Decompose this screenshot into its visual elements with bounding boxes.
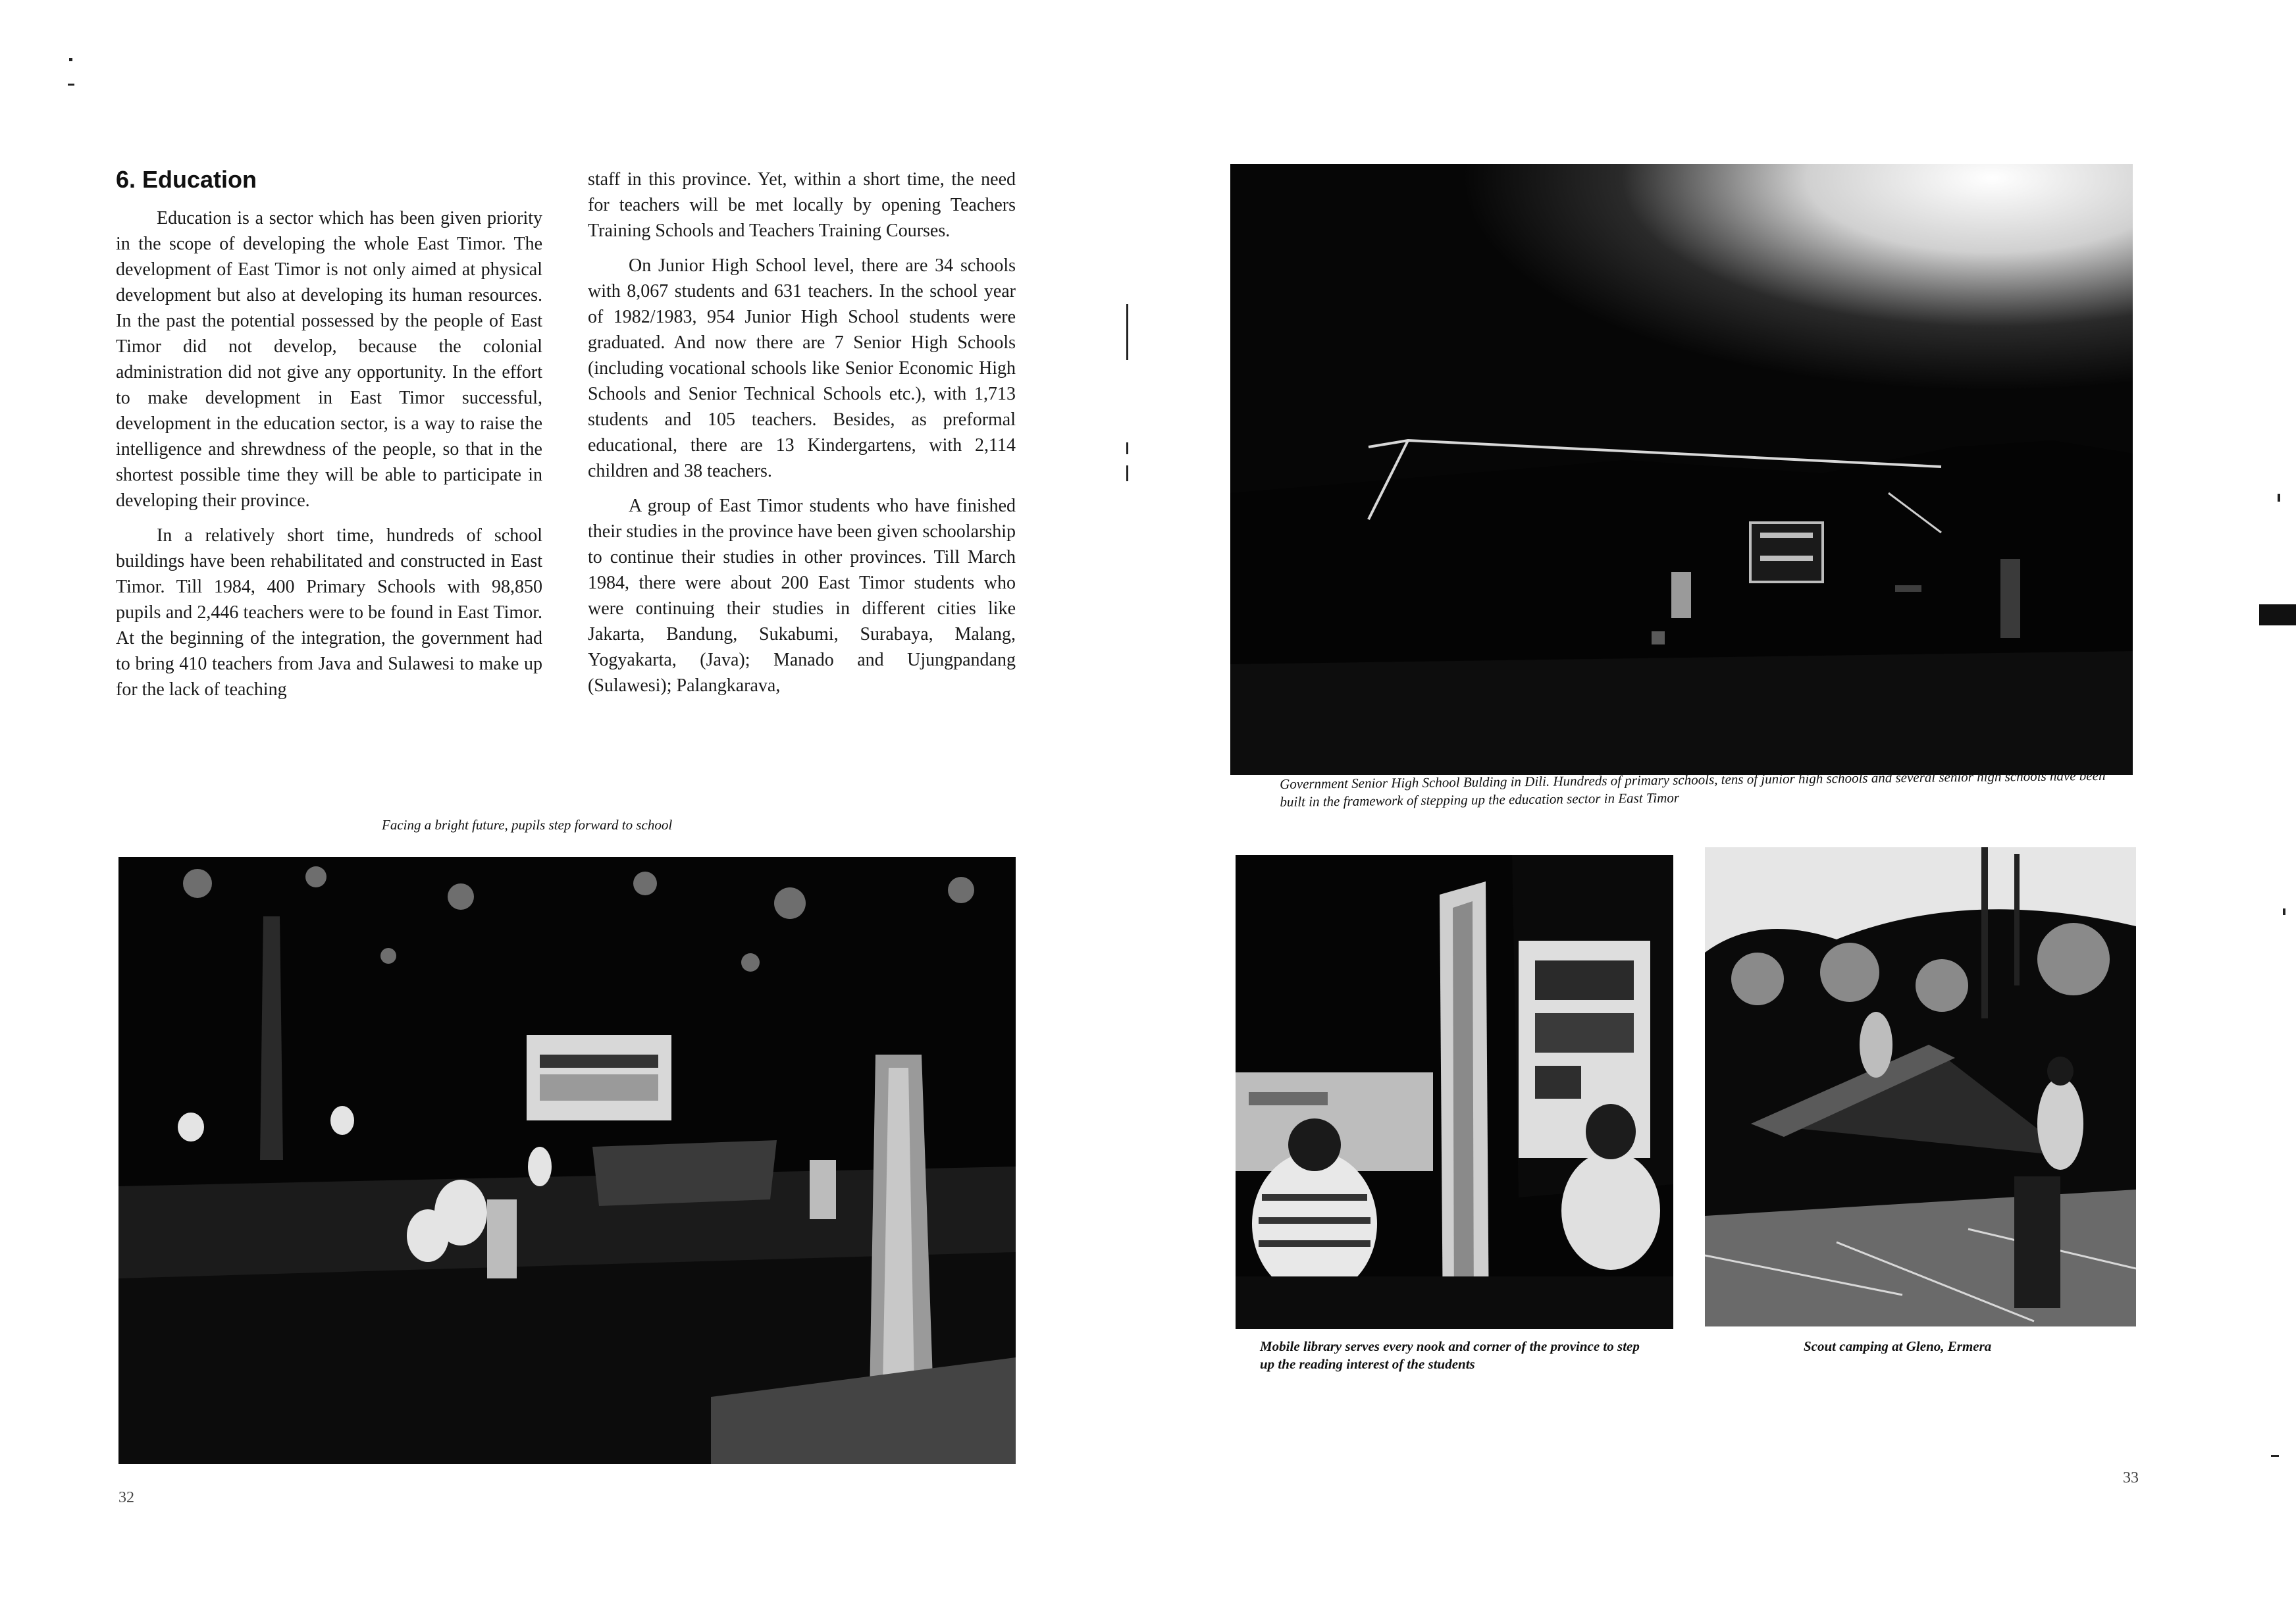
left-page-number: 32 xyxy=(118,1489,134,1506)
scan-mark xyxy=(2278,494,2280,502)
scan-mark xyxy=(2271,1455,2279,1457)
paragraph: In a relatively short time, hundreds of school buildings have been rehabilitated and constructed in East Timor. Till 1984, 400 Primary Schools with 98,850 pupils and 2,446 teachers were to be found in East Timor. At the beginning of the integration, the government had to bring 410 teachers from Java and Sulawesi to make up for the lack of teaching xyxy=(116,525,542,700)
scan-mark xyxy=(2259,604,2296,625)
school-photo-caption: Facing a bright future, pupils step forward to school xyxy=(382,817,673,833)
right-page-number: 33 xyxy=(2123,1469,2139,1486)
scan-mark xyxy=(68,84,74,86)
paragraph: On Junior High School level, there are 34 schools with 8,067 students and 631 teachers. In the school year of 1982/1983, 954 Junior High School students were graduated. And now there are 7 Senior High Schools (including vocational schools like Senior Economic High Schools and Senior Technical Schools etc.), with 1,713 students and 105 teachers. Besides, as preformal educational, there are 13 Kindergartens, with 2,114 children and 38 teachers. xyxy=(588,255,1016,481)
paragraph: A group of East Timor students who have finished their studies in the province have been given schoolarship to continue their studies in other provinces. Till March 1984, there were about 200 East Timor students who were continuing their studies in different cities like Jakarta, Bandung, Sukabumi, Surabaya, Malang, Yogyakarta, (Java); Manado and Ujungpandang (Sulawesi); Palangkarava, xyxy=(588,496,1016,696)
gutter-line xyxy=(1126,465,1128,481)
mobile-library-caption: Mobile library serves every nook and corner of the province to step up the reading interest of the students xyxy=(1260,1338,1640,1372)
section-title: 6. Education xyxy=(116,166,257,193)
paragraph: Education is a sector which has been given priority in the scope of developing the whole East Timor. The development of East Timor is not only aimed at physical development but also at developing its human resources. In the past the potential possessed by the people of East Timor did not develop, because the colonial administration did not give any opportunity. In the effort to make development in East Timor successful, development in the education sector, is a way to raise the intelligence and shrewdness of the people, so that in the shortest possible time they will be able to participate in developing their province. xyxy=(116,208,542,511)
senior-high-school-caption: Government Senior High School Bulding in Dili. Hundreds of primary schools, tens of junior high schools and several senior high schools have been built in the framework of stepping up the education sector in East Timor xyxy=(1280,767,2106,810)
gutter-line xyxy=(1126,304,1128,360)
paragraph: staff in this province. Yet, within a short time, the need for teachers will be met locally by opening Teachers Training Schools and Teachers Training Courses. xyxy=(588,169,1016,241)
scan-mark xyxy=(2283,908,2285,915)
senior-high-school-building-photo xyxy=(1230,164,2133,775)
scout-camping-photo xyxy=(1705,847,2136,1326)
left-text-column-1 xyxy=(116,205,542,712)
left-text-column-2 xyxy=(588,167,1016,708)
scout-camping-caption: Scout camping at Gleno, Ermera xyxy=(1804,1338,1992,1354)
mobile-library-photo xyxy=(1236,855,1673,1329)
pupils-walking-to-school-photo xyxy=(118,857,1016,1464)
gutter-line xyxy=(1126,442,1128,454)
scan-mark xyxy=(69,58,72,61)
